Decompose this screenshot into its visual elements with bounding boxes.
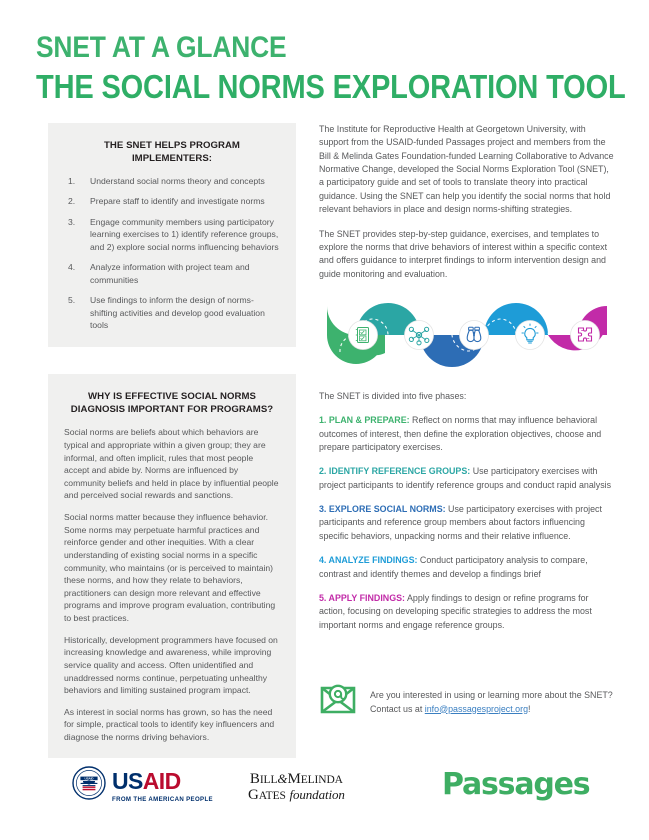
gates-ill: ILL <box>259 774 278 786</box>
envelope-at-icon <box>319 683 357 722</box>
phase-label: 4. ANALYZE FINDINGS: <box>319 555 418 566</box>
network-nodes-icon <box>405 320 434 349</box>
phase-text: Reflect on norms that may influence behavioral outcomes of interest, then define the exploration objectives, choose and prepare participatory exercises. <box>319 415 602 453</box>
list-item: Prepare staff to identify and investigate norms <box>90 196 265 207</box>
implementers-list <box>64 175 280 332</box>
page-header <box>36 31 626 105</box>
lightbulb-icon <box>516 320 545 349</box>
phase-text: Use participatory exercises with project participants to identify reference groups and conduct rapid analysis <box>319 466 612 490</box>
left-column <box>48 123 296 758</box>
gates-ates: ATES <box>258 790 286 803</box>
gates-line1 <box>248 771 345 787</box>
intro-paragraph: The SNET provides step-by-step guidance, exercises, and templates to explore the norms that drive behaviors of interest within a specific context and offers guidance to interpret findings to inform intervention design and guide monitoring and evaluation. <box>319 228 608 279</box>
page-title-line2: THE SOCIAL NORMS EXPLORATION TOOL <box>36 68 626 105</box>
page-title-line1: SNET AT A GLANCE <box>36 31 287 64</box>
gates-b: B <box>249 771 260 787</box>
intro-paragraph: The Institute for Reproductive Health at Georgetown University, with support from the USAID-funded Passages project and members from the Bill & Melinda Gates Foundation-funded Learning Collaborative to Advance Normative Change, developed the Social Norms Exploration Tool (SNET), a participatory guide and set of tools to translate theory into practical guidance. Using the SNET can help you identify the social norms that hold relevant behaviors in place and design norms-shifting strategies. <box>319 124 614 215</box>
usaid-tagline: FROM THE AMERICAN PEOPLE <box>112 796 213 803</box>
phase-item <box>319 414 615 454</box>
phase-item <box>319 465 615 492</box>
contact-text-after: ! <box>528 703 531 714</box>
phases-intro: The SNET is divided into five phases: <box>319 390 467 401</box>
gates-line2 <box>248 787 345 803</box>
gates-g: G <box>248 787 259 804</box>
phase-text: Conduct participatory analysis to compare, contrast and identify themes and develop a findings brief <box>319 555 588 579</box>
footer-logos <box>0 762 649 822</box>
why-paragraph: Social norms are beliefs about which behaviors are typical and appropriate within a given group; they are informal, and often implicit, rules that most people accept and abide by. Norms are influenced by community beliefs and held in place by influential people and perceived social rewards and sanctions. <box>64 427 279 501</box>
why-diagnosis-box <box>48 374 296 757</box>
usaid-wordmark <box>112 770 213 803</box>
gates-foundation-word: foundation <box>289 787 345 803</box>
phase-text: Use participatory exercises with project participants and reference group members about factors influencing specific behaviors, unpacking norms and their relative influence. <box>319 504 602 541</box>
five-phases-wave-graphic <box>319 292 615 378</box>
passages-logo: Passages <box>442 767 590 802</box>
why-paragraph: As interest in social norms has grown, so has the need for simple, practical tools to identify key influencers and diagnose the norms driving behaviors. <box>64 706 275 743</box>
implementers-box <box>48 123 296 347</box>
gates-m: M <box>287 771 301 787</box>
contact-text <box>370 689 615 716</box>
binoculars-icon <box>460 320 489 349</box>
phase-label: 2. IDENTIFY REFERENCE GROUPS: <box>319 466 471 477</box>
phases-list <box>319 414 615 632</box>
why-paragraph: Social norms matter because they influence behavior. Some norms may perpetuate harmful practices and reinforce gender and other inequities. With a clear understanding of existing social norms in a specific community, who maintains (or is perceived to maintain) these norms, and how they relate to behaviors, practitioners can design more relevant and effective programs and improve program evaluation, contributing to best practices. <box>64 512 276 624</box>
phase-text: Apply findings to design or refine programs for action, focusing on developing specific strategies to address the most important norms and engage reference groups. <box>319 592 592 630</box>
why-heading-line2: DIAGNOSIS IMPORTANT FOR PROGRAMS? <box>70 404 274 416</box>
phase-item <box>319 503 615 543</box>
phase-item <box>319 554 615 581</box>
contact-block <box>319 683 615 722</box>
list-item: Use findings to inform the design of norms-shifting activities and develop good evaluation tools <box>90 295 265 330</box>
why-diagnosis-box-heading <box>64 391 280 417</box>
implementers-box-heading: THE SNET HELPS PROGRAM IMPLEMENTERS: <box>104 140 240 164</box>
gates-amp: & <box>277 771 288 786</box>
why-paragraph: Historically, development programmers have focused on increasing knowledge and awareness, while improving service quality and access. Often unidentified and unaddressed norms continue, perpetuating unhealthy behaviors and limiting sustained program impact. <box>64 634 278 696</box>
list-item: Engage community members using participatory learning exercises to 1) identify reference groups, and 2) explore social norms influencing behaviors <box>90 216 279 252</box>
gates-elinda: ELINDA <box>300 774 343 786</box>
phase-label: 5. APPLY FINDINGS: <box>319 592 405 603</box>
phase-item <box>319 592 615 632</box>
usaid-logo <box>72 766 213 805</box>
usaid-main-text <box>112 768 181 794</box>
puzzle-icon <box>571 320 600 349</box>
why-heading-line1: WHY IS EFFECTIVE SOCIAL NORMS <box>88 391 256 403</box>
usaid-us: US <box>112 768 143 794</box>
contact-email-link[interactable]: info@passagesproject.org <box>424 703 529 714</box>
usaid-seal-icon <box>72 766 106 805</box>
phase-label: 1. PLAN & PREPARE: <box>319 415 410 426</box>
list-item: Analyze information with project team and communities <box>90 262 250 285</box>
phase-label: 3. EXPLORE SOCIAL NORMS: <box>319 504 446 515</box>
usaid-aid: AID <box>142 768 181 794</box>
contact-text-before: Are you interested in using or learning more about the SNET? Contact us at <box>370 690 613 714</box>
svg-text:USAID: USAID <box>84 776 94 781</box>
checklist-icon <box>349 320 378 349</box>
list-item: Understand social norms theory and concepts <box>90 175 265 186</box>
gates-foundation-logo <box>248 771 345 803</box>
right-column <box>319 123 615 643</box>
